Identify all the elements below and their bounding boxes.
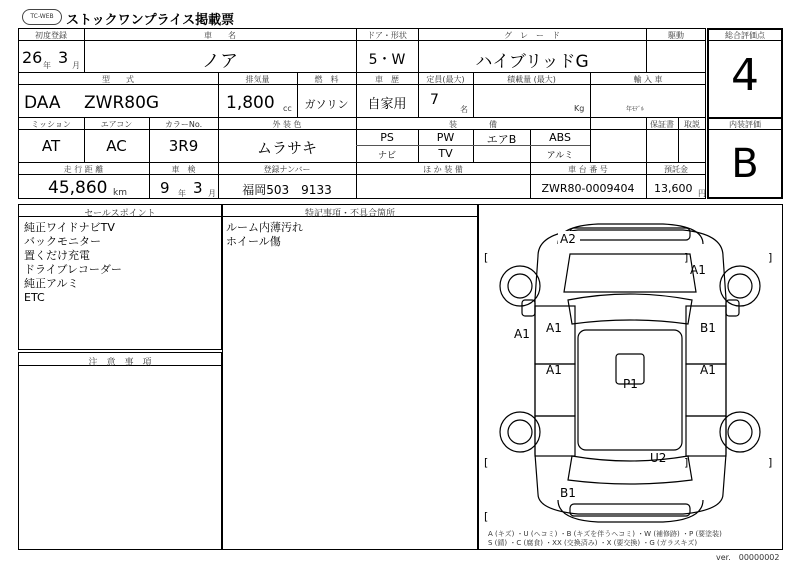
- equip-ps: PS: [380, 131, 394, 144]
- sales-points-title: セールスポイント: [84, 209, 156, 219]
- color-no-value: 3R9: [168, 137, 199, 155]
- bracket-left-top: [: [484, 251, 489, 264]
- legend-line-1: A (キズ) ・U (ヘコミ) ・B (キズを伴うヘコミ) ・W (補修跡) ・P (要塗装): [488, 530, 722, 538]
- equip-airbag: エアB: [486, 133, 517, 146]
- damage-mark-b1-rear-bumper: B1: [560, 486, 576, 500]
- label-import: 輸 入 車: [633, 75, 663, 84]
- first-reg-year: 26: [22, 48, 43, 67]
- capacity-unit: 名: [460, 105, 468, 114]
- damage-mark-b1-right-door: B1: [700, 321, 716, 335]
- equip-alumi: アルミ: [546, 151, 574, 161]
- mileage-value: 45,860: [48, 178, 108, 198]
- first-reg-month-unit: 月: [72, 61, 80, 70]
- label-first-reg: 初度登録: [35, 31, 67, 40]
- model-value: ZWR80G: [84, 93, 160, 113]
- caution-box: [18, 352, 222, 550]
- label-inspection: 車 検: [171, 165, 196, 174]
- inspection-month-unit: 月: [208, 189, 216, 198]
- sales-points-list: [24, 221, 122, 305]
- equip-navi: ナビ: [377, 151, 396, 161]
- mileage-unit: km: [113, 188, 127, 198]
- equip-tv: TV: [438, 147, 453, 160]
- label-mileage: 走 行 距 離: [63, 165, 104, 174]
- bracket-right-top: ]: [684, 251, 689, 264]
- caution-title: 注 意 事 項: [88, 358, 152, 368]
- label-load: 積載量 (最大): [507, 75, 556, 84]
- damage-mark-a1-right-fender: A1: [690, 263, 706, 277]
- damage-mark-a1-right-rear-door: A1: [700, 363, 716, 377]
- damage-mark-a1-left-front-door: A1: [514, 327, 530, 341]
- list-item: バックモニター: [24, 235, 101, 248]
- load-unit: Kg: [574, 104, 585, 113]
- bracket-left-bottom: [: [484, 456, 489, 469]
- label-plate: 登録ナンバー: [263, 165, 311, 174]
- bracket-right-top-far: ]: [768, 251, 773, 264]
- logo-text: TC-WEB: [30, 13, 54, 20]
- label-aircon: エアコン: [100, 120, 133, 129]
- first-reg-month: 3: [58, 48, 69, 67]
- list-item: ホイール傷: [226, 235, 281, 248]
- aircon-value: AC: [106, 137, 127, 155]
- list-item: 置くだけ充電: [24, 249, 90, 262]
- legend-line-2: S (錆) ・C (腐食) ・XX (交換済み) ・X (要交換) ・G (ガラスキズ): [488, 539, 698, 547]
- notes-list: [226, 221, 303, 249]
- chassis-value: ZWR80-0009404: [541, 182, 635, 195]
- damage-mark-a1-left-rear-door: A1: [546, 363, 562, 377]
- label-grade: グ レ ー ド: [504, 31, 560, 40]
- bracket-right-bottom: ]: [684, 456, 689, 469]
- inspection-year: 9: [160, 179, 170, 197]
- logo: [22, 9, 62, 25]
- bracket-left-footer: [: [484, 510, 489, 523]
- label-equipment: 装 備: [449, 120, 497, 129]
- list-item: 純正ワイドナビTV: [24, 221, 115, 234]
- list-item: 純正アルミ: [24, 277, 79, 290]
- list-item: ETC: [24, 291, 45, 304]
- damage-mark-a1-left-door: A1: [546, 321, 562, 335]
- capacity-value: 7: [430, 92, 439, 108]
- total-score-value: 4: [731, 50, 759, 101]
- label-interior-score: 内装評価: [729, 120, 761, 129]
- notes-title: 特記事項・不具合箇所: [304, 209, 395, 219]
- door-type-value: 5・W: [368, 52, 406, 68]
- car-diagram: [478, 204, 783, 550]
- label-car-name: 車 名: [204, 31, 236, 40]
- bracket-right-bottom-far: ]: [768, 456, 773, 469]
- inspection-month: 3: [193, 179, 203, 197]
- label-ext-color: 外 装 色: [272, 120, 302, 129]
- label-displacement: 排気量: [245, 75, 270, 84]
- fuel-value: ガソリン: [304, 98, 349, 111]
- inspection-year-unit: 年: [178, 189, 186, 198]
- damage-legend: [488, 530, 722, 548]
- list-item: ドライブレコーダー: [24, 263, 122, 276]
- deposit-unit: 円: [698, 189, 706, 198]
- first-reg-year-unit: 年: [43, 61, 51, 70]
- label-history: 車 歴: [375, 75, 399, 84]
- version-label: ver. 00000002: [716, 553, 780, 562]
- deposit-value: 13,600: [654, 182, 693, 195]
- label-mission: ミッション: [31, 120, 71, 129]
- interior-score-value: B: [731, 141, 759, 187]
- damage-mark-p1-roof: P1: [623, 377, 638, 391]
- import-note: 年ﾓﾃﾞﾙ: [626, 106, 645, 113]
- car-name-value: ノア: [202, 51, 238, 72]
- label-door-type: ドア・形状: [367, 31, 407, 40]
- label-color-no: カラーNo.: [164, 120, 203, 129]
- ext-color-value: ムラサキ: [256, 139, 317, 157]
- damage-mark-a2-front: A2: [560, 232, 576, 246]
- label-fuel: 燃 料: [314, 75, 339, 84]
- list-item: ルーム内薄汚れ: [226, 221, 303, 234]
- notes-box: [222, 204, 478, 550]
- grade-value: ハイブリッドG: [475, 52, 589, 72]
- label-chassis: 車 台 番 号: [568, 165, 608, 174]
- displacement-value: 1,800: [226, 93, 275, 113]
- model-prefix: DAA: [24, 93, 61, 113]
- label-model: 型 式: [102, 75, 134, 84]
- label-capacity: 定員(最大): [426, 75, 465, 84]
- displacement-unit: cc: [283, 104, 292, 113]
- mission-value: AT: [41, 137, 61, 155]
- equip-pw: PW: [436, 131, 455, 144]
- history-value: 自家用: [367, 97, 407, 112]
- label-drive: 駆動: [668, 31, 684, 40]
- plate-value: 福岡503 9133: [242, 183, 332, 197]
- equip-abs: ABS: [549, 131, 571, 144]
- damage-mark-u2-rear: U2: [650, 451, 667, 465]
- page-title: ストックワンプライス掲載票: [66, 13, 235, 28]
- label-total-score: 総合評価点: [725, 31, 765, 40]
- label-deposit: 預託金: [664, 165, 688, 174]
- label-warranty: 保証書: [650, 120, 674, 129]
- label-other-equip: ほ か 装 備: [423, 165, 463, 174]
- label-manual: 取説: [684, 120, 700, 129]
